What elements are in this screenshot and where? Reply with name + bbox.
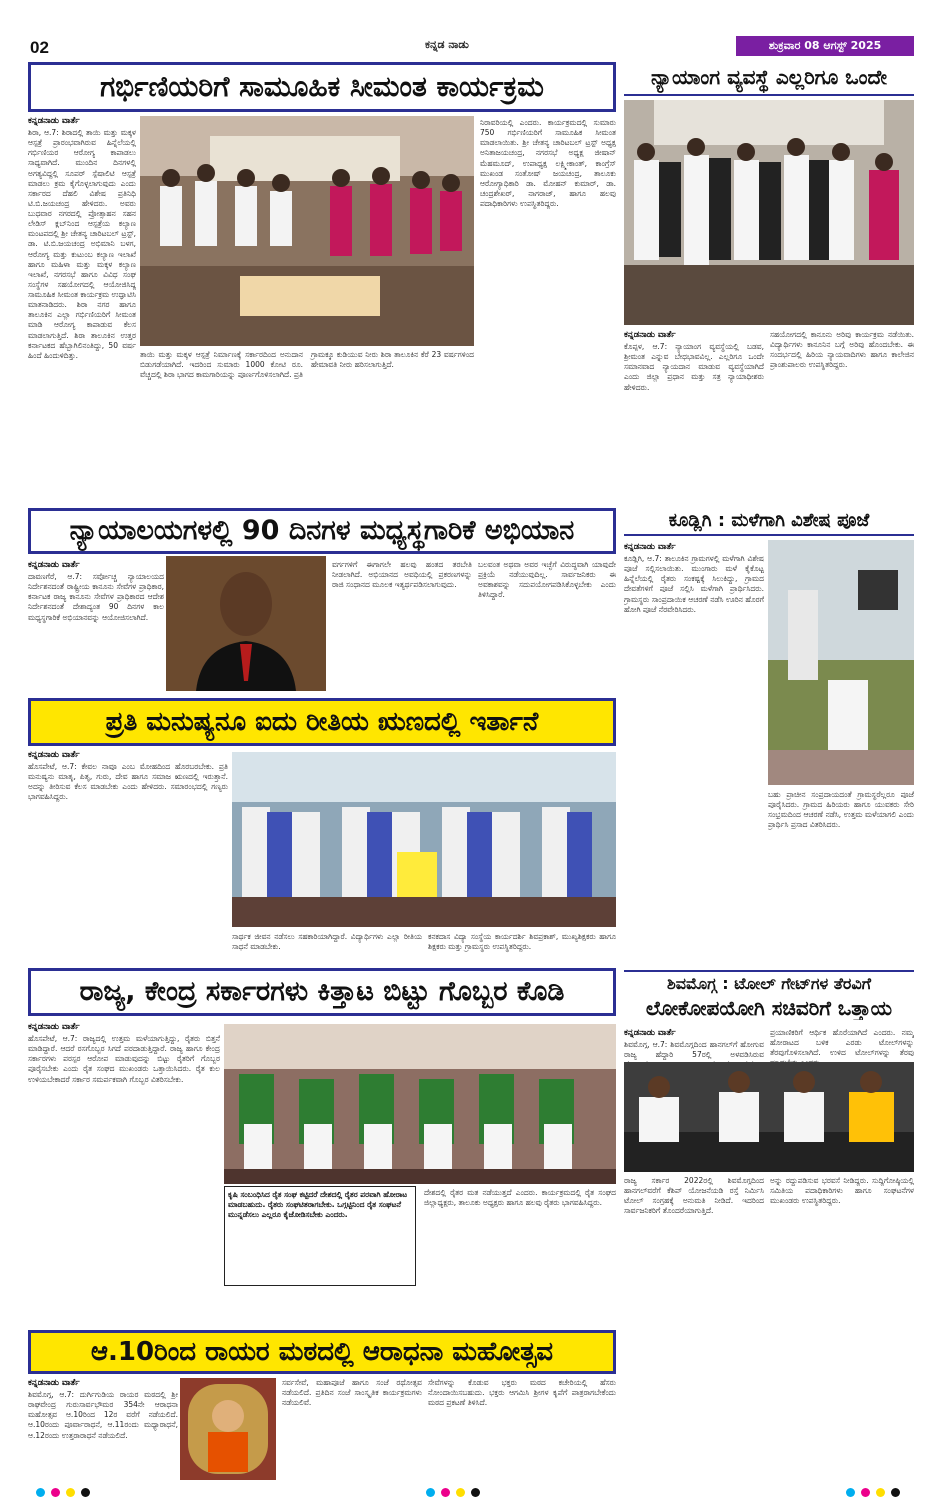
article-body: ಸಹಯೋಗದಲ್ಲಿ ಕಾನೂನು ಅರಿವು ಕಾರ್ಯಕ್ರಮ ನಡೆಯಿತು. ವಿದ್ಯಾರ್ಥಿಗಳು ಕಾನೂನಿನ ಬಗ್ಗೆ ಅರಿವು ಹೊಂದಬೇಕು. ಈ ಸಂದರ್ಭದಲ್ಲಿ ಹಿರಿಯ ನ್ಯಾಯವಾದಿಗಳು ಹಾಗೂ ಕಾಲೇಜಿನ ಪ್ರಾಂಶುಪಾಲರು ಉಪಸ್ಥಿತರಿದ್ದರು. bbox=[770, 330, 914, 370]
byline: ಕನ್ನಡನಾಡು ವಾರ್ತೆ bbox=[624, 330, 676, 340]
masthead: ಕನ್ನಡ ನಾಡು bbox=[425, 38, 469, 51]
registration-marks-center bbox=[426, 1488, 480, 1497]
article-body: ರಾಜ್ಯ ಸರ್ಕಾರ 2022ರಲ್ಲಿ ಶಿವಮೊಗ್ಗದಿಂದ ಹಾನಗಲ್‌ವರೆಗೆ ಕೆಶಿಪ್ ಯೋಜನೆಯಡಿ ರಸ್ತೆ ನಿರ್ಮಿಸಿ ಟೋಲ್ ಸಂಗ್ರಹಕ್ಕೆ ಅನುಮತಿ ನೀಡಿದೆ. ಇದರಿಂದ ಸಾರ್ವಜನಿಕರಿಗೆ ತೊಂದರೆಯಾಗುತ್ತಿದೆ. bbox=[624, 1176, 764, 1216]
event-photo bbox=[624, 100, 914, 325]
article-body: ಬಹು ಪ್ರಾಚೀನ ಸಂಪ್ರದಾಯದಂತೆ ಗ್ರಾಮಸ್ಥರೆಲ್ಲರೂ ಪೂಜೆ ಪೂರೈಸಿದರು. ಗ್ರಾಮದ ಹಿರಿಯರು ಹಾಗೂ ಯುವಕರು ಸೇರಿ ಸಂಭ್ರಮದಿಂದ ಆಚರಣೆ ನಡೆಸಿ, ಉತ್ತಮ ಮಳೆಯಾಗಲಿ ಎಂದು ಪ್ರಾರ್ಥಿಸಿ ಪ್ರಸಾದ ವಿತರಿಸಿದರು. bbox=[768, 790, 914, 830]
headline-gobbara: ರಾಜ್ಯ, ಕೇಂದ್ರ ಸರ್ಕಾರಗಳು ಕಿತ್ತಾಟ ಬಿಟ್ಟು ಗೊಬ್ಬರ ಕೊಡಿ bbox=[28, 968, 616, 1016]
article-body: ಶಿವಮೊಗ್ಗ, ಆ.7: ಶಿವಮೊಗ್ಗದಿಂದ ಹಾನಗಲ್‌ಗೆ ಹೋಗುವ ರಾಜ್ಯ ಹೆದ್ದಾರಿ 57ರಲ್ಲಿ ಅಳವಡಿಸಿರುವ bbox=[624, 1040, 764, 1060]
registration-dot bbox=[81, 1488, 90, 1497]
article-body: ಸೇವೆಗಳನ್ನು ಕೊಡುವ ಭಕ್ತರು ಮಠದ ಕಚೇರಿಯಲ್ಲಿ ಹೆಸರು ನೋಂದಾಯಿಸಬಹುದು. ಭಕ್ತರು ಆಗಮಿಸಿ ಶ್ರೀಗಳ ಕೃಪೆಗೆ ಪಾತ್ರರಾಗಬೇಕೆಂದು ಮಠದ ಪ್ರಕಟಣೆ ತಿಳಿಸಿದೆ. bbox=[428, 1378, 616, 1408]
article-body: ಪ್ರಯಾಣಿಕರಿಗೆ ಆರ್ಥಿಕ ಹೊರೆಯಾಗಿದೆ ಎಂದರು. ನಮ್ಮ ಹೋರಾಟದ ಬಳಿಕ ಎರಡು ಟೋಲ್‌ಗಳನ್ನು ತೆರವುಗೊಳಿಸಲಾಗಿದೆ. ಉಳಿದ ಟೋಲ್‌ಗಳನ್ನು ತೆರವು bbox=[770, 1028, 914, 1058]
registration-marks-right bbox=[846, 1488, 900, 1497]
byline: ಕನ್ನಡನಾಡು ವಾರ್ತೆ bbox=[28, 560, 80, 570]
headline-toll-line2: ಲೋಕೋಪಯೋಗಿ ಸಚಿವರಿಗೆ ಒತ್ತಾಯ bbox=[645, 996, 893, 1020]
page-number: 02 bbox=[30, 38, 49, 57]
felicitation-photo bbox=[224, 1024, 616, 1184]
byline: ಕನ್ನಡನಾಡು ವಾರ್ತೆ bbox=[28, 750, 80, 760]
article-body: ವರ್ಗಗಳಿಗೆ ಈಗಾಗಲೇ ಹಲವು ಹಂತದ ತರಬೇತಿ ನೀಡಲಾಗಿದೆ. ಅಭಿಯಾನದ ಅವಧಿಯಲ್ಲಿ ಪ್ರಕರಣಗಳನ್ನು ರಾಜಿ ಸಂಧಾನದ ಮೂಲಕ ಇತ್ಯರ್ಥಪಡಿಸಲಾಗುವುದು. bbox=[332, 560, 472, 590]
headline-nyayanga: ನ್ಯಾಯಾಂಗ ವ್ಯವಸ್ಥೆ ಎಲ್ಲರಿಗೂ ಒಂದೇ bbox=[624, 60, 914, 96]
byline: ಕನ್ನಡನಾಡು ವಾರ್ತೆ bbox=[28, 116, 80, 126]
ritual-photo bbox=[768, 540, 914, 785]
registration-dot bbox=[456, 1488, 465, 1497]
registration-marks-left bbox=[36, 1488, 90, 1497]
registration-dot bbox=[36, 1488, 45, 1497]
highlight-box: ಕೃಷಿ ಸಂಬಂಧಿಸಿದ ರೈತ ಸಂಘ ಕಟ್ಟಿದರೆ ದೇಶದಲ್ಲಿ ರೈತರ ಪರವಾಗಿ ಹೋರಾಟ ಮಾಡಬಹುದು. ರೈತರು ಸಂಘಟಿತರಾಗಬೇಕು. ಒಗ್ಗಟ್ಟಿನಿಂದ ರೈತ ಸಂಘಟನೆ ಮುನ್ನಡೆಸಲು ಎಲ್ಲರೂ ಕೈಜೋಡಿಸಬೇಕು ಎಂದರು. bbox=[224, 1186, 416, 1286]
registration-dot bbox=[426, 1488, 435, 1497]
article-body: ಶಿವಮೊಗ್ಗ, ಆ.7: ದುರ್ಗಿಗುಡಿಯ ರಾಯರ ಮಠದಲ್ಲಿ ಶ್ರೀ ರಾಘವೇಂದ್ರ ಗುರುಸಾರ್ವಭೌಮರ 354ನೇ ಆರಾಧನಾ ಮಹೋತ್ಸವ ಆ.10ರಿಂದ 12ರ ವರೆಗೆ ನಡೆಯಲಿದೆ. ಆ.10ರಂದು ಪೂರ್ವಾರಾಧನೆ, ಆ.11ರಂದು ಮಧ್ಯಾರಾಧನೆ, ಆ.12ರಂದು ಉತ್ತರಾರಾಧನೆ ನಡೆಯಲಿದೆ. bbox=[28, 1390, 178, 1440]
byline: ಕನ್ನಡನಾಡು ವಾರ್ತೆ bbox=[28, 1378, 80, 1388]
byline: ಕನ್ನಡನಾಡು ವಾರ್ತೆ bbox=[624, 1028, 676, 1038]
headline-toll-line1: ಶಿವಮೊಗ್ಗ : ಟೋಲ್ ಗೇಟ್‌ಗಳ ತೆರವಿಗೆ bbox=[666, 974, 871, 993]
registration-dot bbox=[891, 1488, 900, 1497]
article-body: ಅನ್ನು ರದ್ದುಪಡಿಸುವ ಭರವಸೆ ನೀಡಿದ್ದರು. ಸುದ್ದಿಗೋಷ್ಠಿಯಲ್ಲಿ ಸಮಿತಿಯ ಪದಾಧಿಕಾರಿಗಳು ಹಾಗೂ ಸಂಘಟನೆಗಳ ಮುಖಂಡರು ಉಪಸ್ಥಿತರಿದ್ದರು. bbox=[770, 1176, 914, 1206]
article-body: ಕೊಪ್ಪಳ, ಆ.7: ನ್ಯಾಯಾಂಗ ವ್ಯವಸ್ಥೆಯಲ್ಲಿ ಬಡವ, ಶ್ರೀಮಂತ ಎನ್ನುವ ಬೇಧಭಾವವಿಲ್ಲ. ಎಲ್ಲರಿಗೂ ಒಂದೇ ಸಮಾನವಾದ ನ್ಯಾಯದಾನ ಮಾಡುವ ವ್ಯವಸ್ಥೆಯಾಗಿದೆ ಎಂದು ಜಿಲ್ಲಾ ಪ್ರಧಾನ ಮತ್ತು ಸತ್ರ ನ್ಯಾಯಾಧೀಶರು ಹೇಳಿದರು. bbox=[624, 342, 764, 392]
byline: ಕನ್ನಡನಾಡು ವಾರ್ತೆ bbox=[28, 1022, 80, 1032]
registration-dot bbox=[441, 1488, 450, 1497]
press-meet-photo bbox=[624, 1062, 914, 1172]
headline-seemantha: ಗರ್ಭಿಣಿಯರಿಗೆ ಸಾಮೂಹಿಕ ಸೀಮಂತ ಕಾರ್ಯಕ್ರಮ bbox=[28, 62, 616, 112]
article-body: ಹೊಸಪೇಟೆ, ಆ.7: ರಾಜ್ಯದಲ್ಲಿ ಉತ್ತಮ ಮಳೆಯಾಗುತ್ತಿದ್ದು, ರೈತರು ಬಿತ್ತನೆ ಮಾಡಿದ್ದಾರೆ. ಆದರೆ ರಸಗೊಬ್ಬರ ಸಿಗದೆ ಪರದಾಡುತ್ತಿದ್ದಾರೆ. ರಾಜ್ಯ ಹಾಗೂ ಕೇಂದ್ರ ಸರ್ಕಾರಗಳು ಪರಸ್ಪರ ಆರೋಪ ಮಾಡುವುದನ್ನು ಬಿಟ್ಟು ರೈತರಿಗೆ ಗೊಬ್ಬರ ಪೂರೈಸಬೇಕು ಎಂದು ರೈತ ಸಂಘದ ಮುಖಂಡರು ಒತ್ತಾಯಿಸಿದರು. ರೈತ ಕುಲ ಉಳಿಯಬೇಕಾದರೆ ಸರ್ಕಾರ ಸಮರ್ಪಕವಾಗಿ ಗೊಬ್ಬರ ವಿತರಿಸಬೇಕು. bbox=[28, 1034, 220, 1084]
registration-dot bbox=[846, 1488, 855, 1497]
article-body: ಬಲವಂತ ಅಥವಾ ಅವರ ಇಚ್ಛೆಗೆ ವಿರುದ್ಧವಾಗಿ ಯಾವುದೇ ಪ್ರಕ್ರಿಯೆ ನಡೆಯುವುದಿಲ್ಲ. ಸಾರ್ವಜನಿಕರು ಈ ಅವಕಾಶವನ್ನು ಸದುಪಯೋಗಪಡಿಸಿಕೊಳ್ಳಬೇಕು ಎಂದು ತಿಳಿಸಿದ್ದಾರೆ. bbox=[478, 560, 616, 600]
article-body: ನಿರಾವರಿಯಲ್ಲಿ ಎಂದರು. ಕಾರ್ಯಕ್ರಮದಲ್ಲಿ ಸುಮಾರು 750 ಗರ್ಭಿಣಿಯರಿಗೆ ಸಾಮೂಹಿಕ ಸೀಮಂತ ಮಾಡಲಾಯಿತು. ಶ್ರೀ ಚೇತನ್ಯ ಚಾರಿಟಬಲ್ ಟ್ರಸ್ಟ್ ಅಧ್ಯಕ್ಷ ಅನಿತಾಜಯಚಂದ್ರ, ನಗರಸಭೆ ಅಧ್ಯಕ್ಷ ಜೀಷಾನ್ ಮೆಹಮೂದ್, ಉಪಾಧ್ಯಕ್ಷ ಲಕ್ಷ್ಮೀಕಾಂತ್, ಕಾಂಗ್ರೆಸ್ ಮುಖಂಡ ಸಂತೋಷ್ ಜಯಚಂದ್ರ, ತಾಲೂಕು ಆರೋಗ್ಯಾಧಿಕಾರಿ ಡಾ. ಮೋಹನ್ ಕುಮಾರ್, ಡಾ. ಚಂದ್ರಶೇಖರ್, ನಾಗರಾಜ್, ಹಾಗೂ ಹಲವು ಪದಾಧಿಕಾರಿಗಳು ಉಪಸ್ಥಿತರಿದ್ದರು. bbox=[480, 118, 616, 208]
headline-aradhana: ಆ.10ರಿಂದ ರಾಯರ ಮಠದಲ್ಲಿ ಆರಾಧನಾ ಮಹೋತ್ಸವ bbox=[28, 1330, 616, 1374]
portrait-photo bbox=[166, 556, 326, 691]
date-badge: ಶುಕ್ರವಾರ 08 ಆಗಸ್ಟ್ 2025 bbox=[736, 36, 914, 56]
article-body: ಸರ್ವಸೇವೆ, ಮಹಾಪೂಜೆ ಹಾಗೂ ಸಂಜೆ ರಥೋತ್ಸವ ನಡೆಯಲಿದೆ. ಪ್ರತಿದಿನ ಸಂಜೆ ಸಾಂಸ್ಕೃತಿಕ ಕಾರ್ಯಕ್ರಮಗಳು ನಡೆಯಲಿವೆ. bbox=[282, 1378, 422, 1408]
article-body: ಹೊಸಪೇಟೆ, ಆ.7: ಕೇವಲ ನಾವೂ ಎಂಬ ಮೋಹದಿಂದ ಹೊರಬರಬೇಕು. ಪ್ರತಿ ಮನುಷ್ಯನು ಮಾತೃ, ಪಿತೃ, ಗುರು, ದೇವ ಹಾಗೂ ಸಮಾಜ ಋಣದಲ್ಲಿ ಇರುತ್ತಾನೆ. ಅದನ್ನು ತೀರಿಸುವ ಕೆಲಸ ಮಾಡಬೇಕು ಎಂದು ಹೇಳಿದರು. ಸಮಾರಂಭದಲ್ಲಿ ಗಣ್ಯರು ಭಾಗವಹಿಸಿದ್ದರು. bbox=[28, 762, 228, 802]
article-body: ಕನಕದಾಸ ವಿದ್ಯಾ ಸಂಸ್ಥೆಯ ಕಾರ್ಯದರ್ಶಿ ಶಿವಪ್ರಕಾಶ್, ಮುಖ್ಯಶಿಕ್ಷಕರು ಹಾಗೂ ಶಿಕ್ಷಕರು ಮತ್ತು ಗ್ರಾಮಸ್ಥರು ಉಪಸ್ಥಿತರಿದ್ದರು. bbox=[428, 932, 616, 952]
article-body: ಕೂಡ್ಲಿಗಿ, ಆ.7: ತಾಲೂಕಿನ ಗ್ರಾಮಗಳಲ್ಲಿ ಮಳೆಗಾಗಿ ವಿಶೇಷ ಪೂಜೆ ಸಲ್ಲಿಸಲಾಯಿತು. ಮುಂಗಾರು ಮಳೆ ಕೈಕೊಟ್ಟ ಹಿನ್ನೆಲೆಯಲ್ಲಿ ರೈತರು ಸಂಕಷ್ಟಕ್ಕೆ ಸಿಲುಕಿದ್ದು, ಗ್ರಾಮದ ದೇವತೆಗಳಿಗೆ ಪೂಜೆ ಸಲ್ಲಿಸಿ ಮಳೆಗಾಗಿ ಪ್ರಾರ್ಥಿಸಿದರು. ಗ್ರಾಮಸ್ಥರು ಸಾಂಪ್ರದಾಯಿಕ ಆಚರಣೆ ನಡೆಸಿ ಊರಿನ ಹೊರಗೆ ಹೋಗಿ ಪೂಜೆ ನೆರವೇರಿಸಿದರು. bbox=[624, 554, 764, 614]
registration-dot bbox=[51, 1488, 60, 1497]
article-body: ಶಿರಾ, ಆ.7: ಶಿರಾದಲ್ಲಿ ತಾಯಿ ಮತ್ತು ಮಕ್ಕಳ ಆಸ್ಪತ್ರೆ ಪ್ರಾರಂಭವಾಗಿರುವ ಹಿನ್ನೆಲೆಯಲ್ಲಿ ಗರ್ಭಿಣಿಯರ ಆರೋಗ್ಯ ಕಾಪಾಡಲು ಸಾಧ್ಯವಾಗಿದೆ. ಮುಂದಿನ ದಿನಗಳಲ್ಲಿ ಅಗತ್ಯವಿದ್ದಲ್ಲಿ ಸೂಪರ್ ಸ್ಪೆಷಾಲಿಟಿ ಆಸ್ಪತ್ರೆ ಮಾಡಲು ಕ್ರಮ ಕೈಗೊಳ್ಳಲಾಗುವುದು ಎಂದು ಸರ್ಕಾರದ ದೆಹಲಿ ವಿಶೇಷ ಪ್ರತಿನಿಧಿ ಟಿ.ಬಿ.ಜಯಚಂದ್ರ ಹೇಳಿದರು. ಅವರು ಬುಧವಾರ ನಗರದಲ್ಲಿ ಪ್ರೋತ್ಸಾಹನ ಸಹನ ಲೇಡಿಸ್ ಕ್ಲಬ್‌ನಿಂದ ಆಸ್ಪತ್ರೆಯ ಕಲ್ಯಾಣ ಮಂಟಪದಲ್ಲಿ ಶ್ರೀ ಚೇತನ್ಯ ಚಾರಿಟಬಲ್ ಟ್ರಸ್ಟ್, ಡಾ. ಟಿ.ಬಿ.ಜಯಚಂದ್ರ ಅಭಿಮಾನಿ ಬಳಗ, ಆರೋಗ್ಯ ಮತ್ತು ಕುಟುಂಬ ಕಲ್ಯಾಣ ಇಲಾಖೆ ಹಾಗೂ ಮಹಿಳಾ ಮತ್ತು ಮಕ್ಕಳ ಕಲ್ಯಾಣ ಇಲಾಖೆ, ನಗರಸಭೆ ಹಾಗೂ ವಿವಿಧ ಸಂಘ ಸಂಸ್ಥೆಗಳ ಸಹಯೋಗದಲ್ಲಿ ಆಯೋಜಿಸಿದ್ದ ಸಾಮೂಹಿಕ ಸೀಮಂತ ಕಾರ್ಯಕ್ರಮ ಉದ್ಘಾಟಿಸಿ ಮಾತನಾಡಿದರು. ಶಿರಾ ನಗರ ಹಾಗೂ ತಾಲೂಕಿನ ಎಲ್ಲಾ ಗರ್ಭಿಣಿಯರಿಗೆ ಸೀಮಂತ ಮಾಡಿ ಆರೋಗ್ಯ ಕಾಪಾಡುವ ಕೆಲಸ ಮಾಡಲಾಗುತ್ತಿದೆ. ಶಿರಾ ತಾಲೂಕಿನ ಉತ್ತರ ಕರ್ನಾಟಕದ ಹೆಬ್ಬಾಗಿಲಿನಂತಿದ್ದು, 50 ವರ್ಷ ಹಿಂದೆ ಹಿಂದುಳಿದಿತ್ತು. bbox=[28, 128, 136, 360]
registration-dot bbox=[66, 1488, 75, 1497]
registration-dot bbox=[471, 1488, 480, 1497]
divider bbox=[624, 970, 914, 972]
registration-dot bbox=[861, 1488, 870, 1497]
headline-runa: ಪ್ರತಿ ಮನುಷ್ಯನೂ ಐದು ರೀತಿಯ ಋಣದಲ್ಲಿ ಇರ್ತಾನೆ bbox=[28, 698, 616, 746]
registration-dot bbox=[876, 1488, 885, 1497]
article-body: ತಾಯಿ ಮತ್ತು ಮಕ್ಕಳ ಆಸ್ಪತ್ರೆ ನಿರ್ಮಾಣಕ್ಕೆ ಸರ್ಕಾರದಿಂದ ಅನುದಾನ ಬಿಡುಗಡೆಯಾಗಿದೆ. ಇದರಿಂದ ಸುಮಾರು 1000 ಕೋಟಿ ರೂ. ವೆಚ್ಚದಲ್ಲಿ ಶಿರಾ ಭಾಗದ ಕಾಮಗಾರಿಯನ್ನು ಪೂರ್ಣಗೊಳಿಸಲಾಗಿದೆ. ಪ್ರತಿ ಗ್ರಾಮಕ್ಕೂ ಕುಡಿಯುವ ನೀರು ಶಿರಾ ತಾಲೂಕಿನ ಕೆರೆ 23 ವರ್ಷಗಳಿಂದ ಹೇಮಾವತಿ ನೀರು ಹರಿಸಲಾಗುತ್ತಿದೆ. bbox=[140, 350, 474, 380]
headline-mediation: ನ್ಯಾಯಾಲಯಗಳಲ್ಲಿ 90 ದಿನಗಳ ಮಧ್ಯಸ್ಥಗಾರಿಕೆ ಅಭಿಯಾನ bbox=[28, 508, 616, 554]
article-body: ದಾವಣಗೆರೆ, ಆ.7: ಸರ್ವೋಚ್ಚ ನ್ಯಾಯಾಲಯದ ನಿರ್ದೇಶನದಂತೆ ರಾಷ್ಟ್ರೀಯ ಕಾನೂನು ಸೇವೆಗಳ ಪ್ರಾಧಿಕಾರ, ಕರ್ನಾಟಕ ರಾಜ್ಯ ಕಾನೂನು ಸೇವೆಗಳ ಪ್ರಾಧಿಕಾರದ ಆದೇಶ ನಿರ್ದೇಶನದಂತೆ ದೇಶಾದ್ಯಂತ 90 ದಿನಗಳ ಕಾಲ ಮಧ್ಯಸ್ಥಗಾರಿಕೆ ಅಭಿಯಾನವನ್ನು ಆಯೋಜಿಸಲಾಗಿದೆ. bbox=[28, 572, 164, 622]
byline: ಕನ್ನಡನಾಡು ವಾರ್ತೆ bbox=[624, 542, 676, 552]
article-body: ಸಾರ್ಥಕ ಜೀವನ ನಡೆಸಲು ಸಹಕಾರಿಯಾಗಿದ್ದಾರೆ. ವಿದ್ಯಾರ್ಥಿಗಳು ಎಲ್ಲಾ ರೀತಿಯ ಸಾಧನೆ ಮಾಡಬೇಕು. bbox=[232, 932, 422, 952]
headline-kudligi: ಕೂಡ್ಲಿಗಿ : ಮಳೆಗಾಗಿ ವಿಶೇಷ ಪೂಜೆ bbox=[624, 506, 914, 536]
group-photo bbox=[232, 752, 616, 927]
event-photo bbox=[140, 116, 474, 346]
article-body: ದೇಶದಲ್ಲಿ ರೈತರ ಮತ ನಡೆಯುತ್ತದೆ ಎಂದರು. ಕಾರ್ಯಕ್ರಮದಲ್ಲಿ ರೈತ ಸಂಘದ ಜಿಲ್ಲಾಧ್ಯಕ್ಷರು, ತಾಲೂಕು ಅಧ್ಯಕ್ಷರು ಹಾಗೂ ಹಲವು ರೈತರು ಭಾಗವಹಿಸಿದ್ದರು. bbox=[424, 1188, 616, 1208]
deity-photo bbox=[180, 1378, 276, 1480]
